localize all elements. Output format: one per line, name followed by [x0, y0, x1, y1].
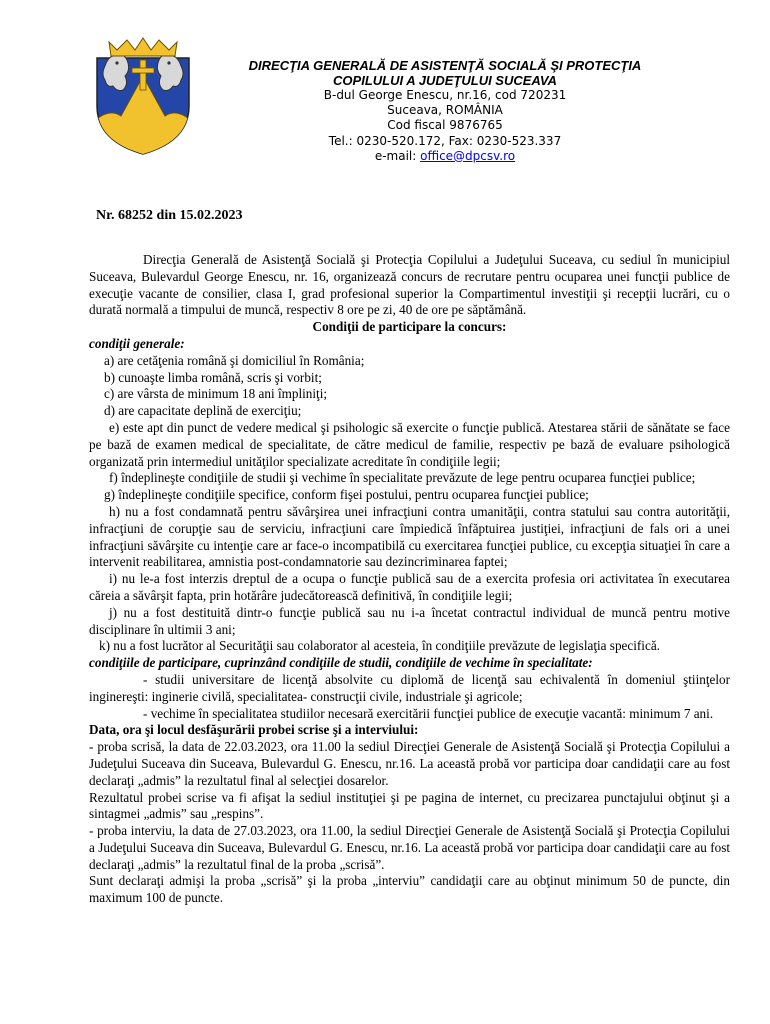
condition-h: h) nu a fost condamnată pentru săvârşirea unei infracţiuni contra umanităţii, contra statului sau contra autorităţii, infracţiuni de corupţie sau de serviciu, infracţiuni care împiedică înfăptuirea justiţiei, infracţiuni de fals ori a unei infracţiuni săvârşite cu intenţie care ar face-o incompatibilă cu exercitarea funcţiei publice, cu excepţia situaţiei în care a intervenit reabilitarea, amnistia post-condamnatorie sau dezincriminarea faptei;	[89, 503, 730, 570]
studies-condition: - studii universitare de licenţă absolvite cu diplomă de licenţă sau echivalentă în domeniul ştiinţelor inginereşti: inginerie civilă, specialitatea- construcţii civile, industriale şi agricole;	[89, 671, 730, 704]
condition-j: j) nu a fost destituită dintr-o funcţie publică sau nu i-a încetat contractul individual de muncă pentru motive disciplinare în ultimii 3 ani;	[89, 604, 730, 637]
minimum-score-paragraph: Sunt declaraţi admişi la proba „scrisă” şi la proba „interviu” candidaţii care au obţinut minimum 50 de puncte, din maximum 100 de puncte.	[89, 873, 730, 906]
email-link[interactable]: office@dpcsv.ro	[420, 148, 516, 163]
address-street: B-dul George Enescu, nr.16, cod 720231	[323, 88, 567, 102]
condition-g: g) îndeplineşte condiţiile specifice, conform fişei postului, pentru ocuparea funcţiei publice;	[104, 487, 589, 503]
letterhead	[205, 58, 685, 164]
seniority-condition: - vechime în specialitatea studiilor necesară exercitării funcţiei publice de execuţie vacantă: minimum 7 ani.	[143, 705, 714, 721]
email-label: e-mail:	[374, 148, 421, 163]
condition-c: c) are vârsta de minimum 18 ani împliniţi;	[104, 386, 328, 402]
conditions-heading: Condiţii de participare la concurs:	[312, 319, 507, 335]
condition-e: e) este apt din punct de vedere medical şi psihologic să exercite o funcţie publică. Atestarea stării de sănătate se face pe bază de examen medical de specialitate, de către medicul de familie, respectiv pe bază de evaluare psihologică organizată prin intermediul unităţilor specializate acreditate în condiţiile legii;	[89, 419, 730, 469]
condition-f: f) îndeplineşte condiţiile de studii şi vechime în specialitate prevăzute de lege pentru ocuparea funcţiei publice;	[109, 470, 696, 486]
phone-fax: Tel.: 0230-520.172, Fax: 0230-523.337	[328, 133, 562, 148]
intro-paragraph: Direcţia Generală de Asistenţă Socială şi Protecţia Copilului a Judeţului Suceava, cu sediul în municipiul Suceava, Bulevardul George Enescu, nr. 16, organizează concurs de recrutare pentru ocuparea unei funcţii publice de execuţie vacante de consilier, clasa I, grad profesional superior la Compartimentul investiţii şi recepţii lucrări, cu o durată normală a timpului de muncă, respectiv 8 ore pe zi, 40 de ore pe săptămână.	[89, 252, 730, 318]
interview-paragraph: - proba interviu, la data de 27.03.2023, ora 11.00, la sediul Direcţiei Generale de Asistenţă Socială şi Protecţia Copilului a Judeţului Suceava din Suceava, Bulevardul G. Enescu, nr.16. La această probă vor participa doar candidaţii care au fost declaraţi „admis” la rezultatul final de la proba „scrisă”.	[89, 823, 730, 872]
written-result-paragraph: Rezultatul probei scrise va fi afişat la sediul instituţiei şi pe pagina de internet, cu precizarea punctajului obţinut şi a sintagmei „admis” sau „respins”.	[89, 789, 730, 822]
condition-k: k) nu a fost lucrător al Securităţii sau colaborator al acesteia, în condiţiile prevăzute de legislaţia specifică.	[99, 638, 660, 654]
written-exam-paragraph: - proba scrisă, la data de 22.03.2023, ora 11.00 la sediul Direcţiei Generale de Asistenţă Socială şi Protecţia Copilului a Judeţului Suceava din Suceava, Bulevardul G. Enescu, nr.16. La această probă vor participa doar candidaţii care au fost declaraţi „admis” la rezultatul final al selecţiei dosarelor.	[89, 739, 730, 788]
document-number: Nr. 68252 din 15.02.2023	[96, 208, 243, 223]
email-line	[205, 149, 685, 164]
specific-conditions-heading: condiţiile de participare, cuprinzând condiţiile de studii, condiţiile de vechime în specialitate:	[89, 655, 593, 671]
condition-b: b) cunoaşte limba română, scris şi vorbit;	[104, 369, 322, 385]
condition-i: i) nu le-a fost interzis dreptul de a ocupa o funcţie publică sau de a exercita profesia ori activitatea în executarea căreia a săvârşit fapta, prin hotărâre judecătorească definitivă, în condiţiile legii;	[89, 571, 730, 603]
schedule-heading: Data, ora şi locul desfăşurării probei scrise şi a interviului:	[89, 722, 419, 738]
address-city: Suceava, ROMÂNIA	[387, 103, 503, 118]
document-body	[89, 252, 730, 907]
condition-d: d) are capacitate deplină de exerciţiu;	[104, 403, 302, 419]
condition-a: a) are cetăţenia română şi domiciliul în România;	[104, 352, 365, 368]
coat-of-arms-icon	[87, 36, 199, 156]
general-conditions-heading: condiţii generale:	[89, 335, 185, 351]
institution-name-line1: DIRECŢIA GENERALĂ DE ASISTENŢĂ SOCIALĂ ŞI PROTECŢIA	[248, 58, 642, 73]
institution-name-line2: COPILULUI A JUDEŢULUI SUCEAVA	[333, 73, 557, 88]
fiscal-code: Cod fiscal 9876765	[387, 118, 503, 133]
